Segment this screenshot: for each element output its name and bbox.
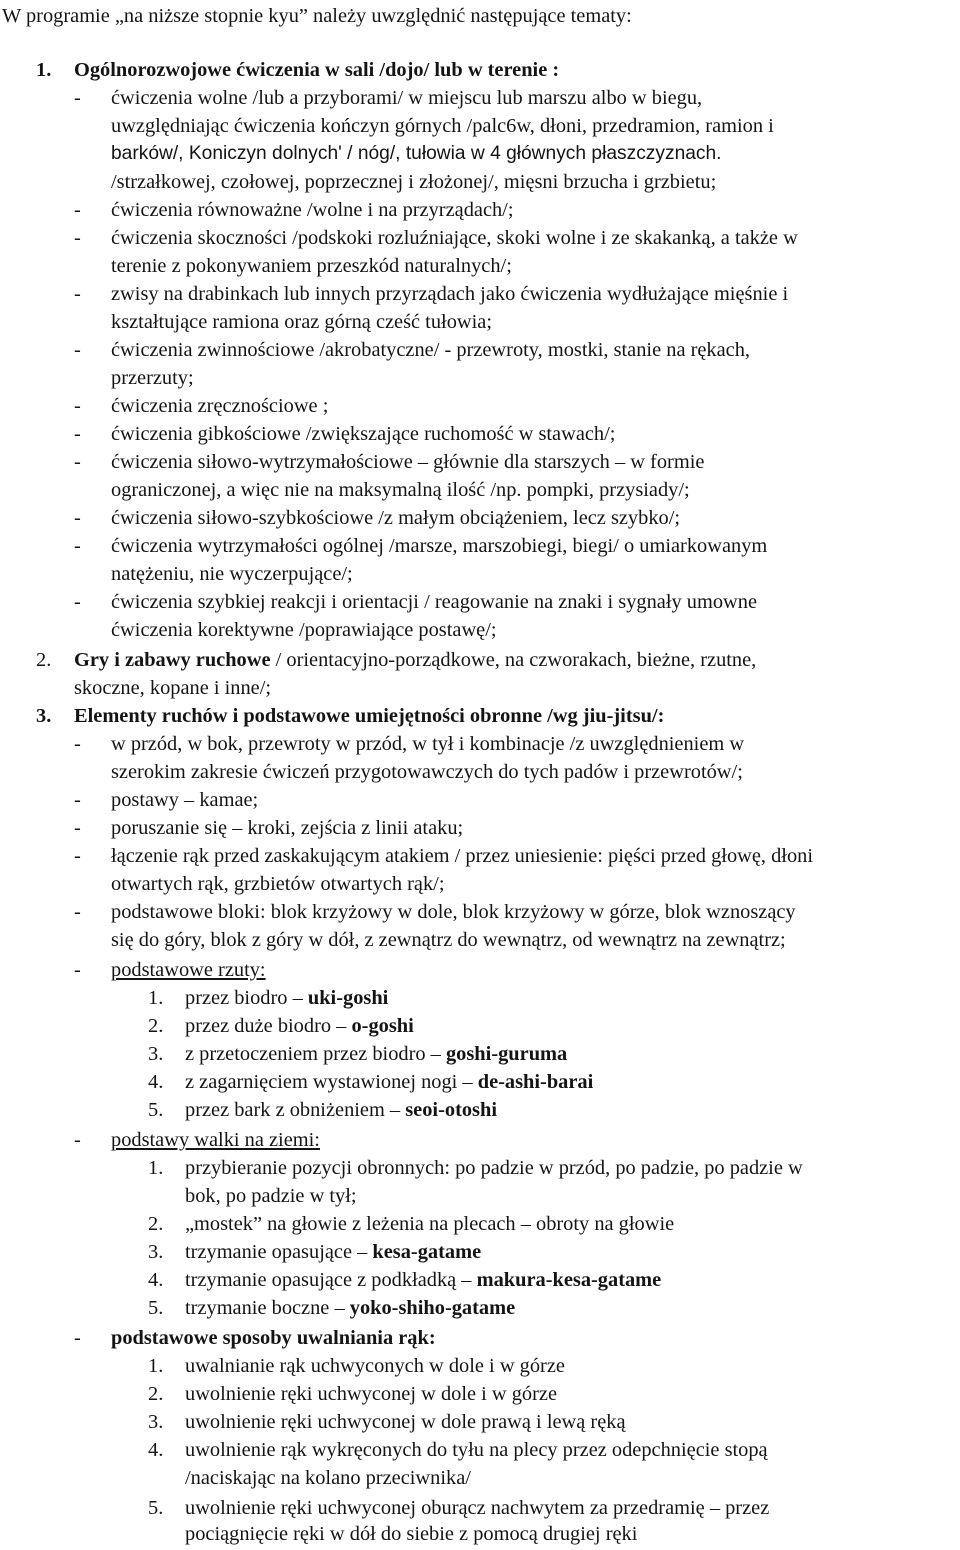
ground-desc: trzymanie opasujące z podkładką –	[185, 1269, 477, 1291]
bullet-dash: -	[74, 789, 81, 811]
ground-number: 5.	[148, 1297, 164, 1319]
s1-b5-line2: przerzuty;	[111, 367, 194, 389]
s3-b1-line2: szerokim zakresie ćwiczeń przygotowawczych do tych padów i przewrotów/;	[111, 761, 743, 783]
bullet-dash: -	[74, 959, 81, 981]
ground-desc: trzymanie opasujące –	[185, 1241, 373, 1263]
release-item-4-line1: uwolnienie rąk wykręconych do tyłu na plecy przez odepchnięcie stopą	[185, 1439, 768, 1461]
throw-item	[185, 1012, 414, 1040]
ground-number: 4.	[148, 1269, 164, 1291]
s3-b4-line1: łączenie rąk przed zaskakującym atakiem / przez uniesienie: pięści przed głowę, dłoni	[111, 845, 814, 867]
throw-number: 2.	[148, 1015, 164, 1037]
bullet-dash: -	[74, 817, 81, 839]
release-label: podstawowe sposoby uwalniania rąk:	[111, 1327, 436, 1349]
bullet-dash: -	[74, 451, 81, 473]
ground-label: podstawy walki na ziemi:	[111, 1129, 320, 1151]
bullet-dash: -	[74, 591, 81, 613]
s1-b11-line1: ćwiczenia szybkiej reakcji i orientacji / reagowanie na znaki i sygnały umowne	[111, 591, 758, 613]
s1-b10-line1: ćwiczenia wytrzymałości ogólnej /marsze, marszobiegi, biegi/ o umiarkowanym	[111, 535, 768, 557]
s1-b1-line2: uwzględniając ćwiczenia kończyn górnych /palc6w, dłoni, przedramion, ramion i	[111, 115, 774, 137]
section-2-title: Gry i zabawy ruchowe	[74, 649, 271, 671]
throw-name: seoi-otoshi	[405, 1099, 497, 1121]
s1-b3-line2: terenie z pokonywaniem przeszkód naturalnych/;	[111, 255, 512, 277]
throw-item	[185, 984, 388, 1012]
s1-b1-line3: barków/, Koniczyn dolnych' / nóg/, tułowia w 4 głównych płaszczyznach.	[111, 143, 722, 164]
ground-number: 3.	[148, 1241, 164, 1263]
ground-desc: trzymanie boczne –	[185, 1297, 350, 1319]
throw-name: goshi-guruma	[445, 1043, 568, 1065]
s1-b2: ćwiczenia równoważne /wolne i na przyrządach/;	[111, 199, 514, 221]
release-number: 3.	[148, 1411, 164, 1433]
throw-name: de-ashi-barai	[477, 1071, 594, 1093]
ground-technique: kesa-gatame	[372, 1241, 482, 1263]
throw-item	[185, 1040, 567, 1068]
bullet-dash: -	[74, 227, 81, 249]
s1-b3-line1: ćwiczenia skoczności /podskoki rozluźniające, skoki wolne i ze skakanką, a także w	[111, 227, 798, 249]
ground-technique: makura-kesa-gatame	[476, 1269, 662, 1291]
bullet-dash: -	[74, 1327, 81, 1349]
throw-desc: przez duże biodro –	[185, 1015, 352, 1037]
release-item-5-line2: pociągnięcie ręki w dół do siebie z pomocą drugiej ręki	[185, 1523, 638, 1545]
s1-b4-line1: zwisy na drabinkach lub innych przyrządach jako ćwiczenia wydłużające mięśnie i	[111, 283, 789, 305]
ground-number: 1.	[148, 1157, 164, 1179]
s1-b8-line1: ćwiczenia siłowo-wytrzymałościowe – głównie dla starszych – w formie	[111, 451, 705, 473]
bullet-dash: -	[74, 1129, 81, 1151]
section-2-number: 2.	[36, 649, 52, 671]
ground-item-1-line1: przybieranie pozycji obronnych: po padzie w przód, po padzie, po padzie w	[185, 1157, 803, 1179]
s1-b11-line2: ćwiczenia korektywne /poprawiające postawę/;	[111, 619, 497, 641]
s3-b5-line2: się do góry, blok z góry w dół, z zewnątrz do wewnątrz, od wewnątrz na zewnątrz;	[111, 929, 786, 951]
ground-technique: yoko-shiho-gatame	[349, 1297, 516, 1319]
release-number: 1.	[148, 1355, 164, 1377]
bullet-dash: -	[74, 535, 81, 557]
throws-label: podstawowe rzuty:	[111, 959, 266, 981]
s3-b4-line2: otwartych rąk, grzbietów otwartych rąk/;	[111, 873, 445, 895]
release-item-1: uwalnianie rąk uchwyconych w dole i w górze	[185, 1355, 565, 1377]
bullet-dash: -	[74, 901, 81, 923]
s1-b1-line1: ćwiczenia wolne /lub a przyborami/ w miejscu lub marszu albo w biegu,	[111, 87, 703, 109]
s1-b8-line2: ograniczonej, a więc nie na maksymalną ilość /np. pompki, przysiady/;	[111, 479, 690, 501]
ground-item-5	[185, 1294, 515, 1322]
throw-number: 1.	[148, 987, 164, 1009]
bullet-dash: -	[74, 423, 81, 445]
release-item-5-line1: uwolnienie ręki uchwyconej oburącz nachwytem za przedramię – przez	[185, 1497, 770, 1519]
s3-b2: postawy – kamae;	[111, 789, 259, 811]
section-2-rest: / orientacyjno-porządkowe, na czworakach, bieżne, rzutne,	[270, 649, 757, 671]
bullet-dash: -	[74, 845, 81, 867]
s3-b5-line1: podstawowe bloki: blok krzyżowy w dole, blok krzyżowy w górze, blok wznoszący	[111, 901, 796, 923]
s1-b9: ćwiczenia siłowo-szybkościowe /z małym obciążeniem, lecz szybko/;	[111, 507, 681, 529]
ground-item-2: „mostek” na głowie z leżenia na plecach – obroty na głowie	[185, 1213, 675, 1235]
throw-number: 5.	[148, 1099, 164, 1121]
throw-item	[185, 1096, 497, 1124]
section-3-title: Elementy ruchów i podstawowe umiejętności obronne /wg jiu-jitsu/:	[74, 705, 665, 727]
ground-number: 2.	[148, 1213, 164, 1235]
s1-b7: ćwiczenia gibkościowe /zwiększające ruchomość w stawach/;	[111, 423, 616, 445]
throw-desc: z zagarnięciem wystawionej nogi –	[185, 1071, 478, 1093]
release-item-3: uwolnienie ręki uchwyconej w dole prawą i lewą ręką	[185, 1411, 626, 1433]
s3-b3: poruszanie się – kroki, zejścia z linii ataku;	[111, 817, 464, 839]
release-number: 5.	[148, 1497, 164, 1519]
bullet-dash: -	[74, 199, 81, 221]
throw-name: uki-goshi	[307, 987, 389, 1009]
section-3-number: 3.	[36, 705, 52, 727]
bullet-dash: -	[74, 733, 81, 755]
s3-b1-line1: w przód, w bok, przewroty w przód, w tył i kombinacje /z uwzględnieniem w	[111, 733, 745, 755]
bullet-dash: -	[74, 507, 81, 529]
throw-desc: przez biodro –	[185, 987, 308, 1009]
throw-desc: z przetoczeniem przez biodro –	[185, 1043, 446, 1065]
ground-item-3	[185, 1238, 481, 1266]
release-number: 4.	[148, 1439, 164, 1461]
intro-text: W programie „na niższe stopnie kyu” należy uwzględnić następujące tematy:	[2, 5, 632, 27]
s1-b4-line2: kształtujące ramiona oraz górną cześć tułowia;	[111, 311, 493, 333]
section-1-number: 1.	[36, 59, 52, 81]
release-item-2: uwolnienie ręki uchwyconej w dole i w górze	[185, 1383, 558, 1405]
throw-desc: przez bark z obniżeniem –	[185, 1099, 406, 1121]
s1-b1-cont: /strzałkowej, czołowej, poprzecznej i złożonej/, mięsni brzucha i grzbietu;	[111, 171, 717, 193]
s1-b6: ćwiczenia zręcznościowe ;	[111, 395, 329, 417]
section-2-line2: skoczne, kopane i inne/;	[74, 677, 272, 699]
ground-item-1-line2: bok, po padzie w tył;	[185, 1185, 357, 1207]
release-item-4-line2: /naciskając na kolano przeciwnika/	[185, 1467, 471, 1489]
bullet-dash: -	[74, 87, 81, 109]
bullet-dash: -	[74, 283, 81, 305]
section-2-line1	[74, 646, 756, 674]
s1-b5-line1: ćwiczenia zwinnościowe /akrobatyczne/ - przewroty, mostki, stanie na rękach,	[111, 339, 751, 361]
section-1-title: Ogólnorozwojowe ćwiczenia w sali /dojo/ lub w terenie :	[74, 59, 560, 81]
s1-b10-line2: natężeniu, nie wyczerpujące/;	[111, 563, 353, 585]
throw-number: 3.	[148, 1043, 164, 1065]
throw-number: 4.	[148, 1071, 164, 1093]
ground-item-4	[185, 1266, 661, 1294]
throw-item	[185, 1068, 593, 1096]
bullet-dash: -	[74, 339, 81, 361]
bullet-dash: -	[74, 395, 81, 417]
throw-name: o-goshi	[351, 1015, 414, 1037]
release-number: 2.	[148, 1383, 164, 1405]
